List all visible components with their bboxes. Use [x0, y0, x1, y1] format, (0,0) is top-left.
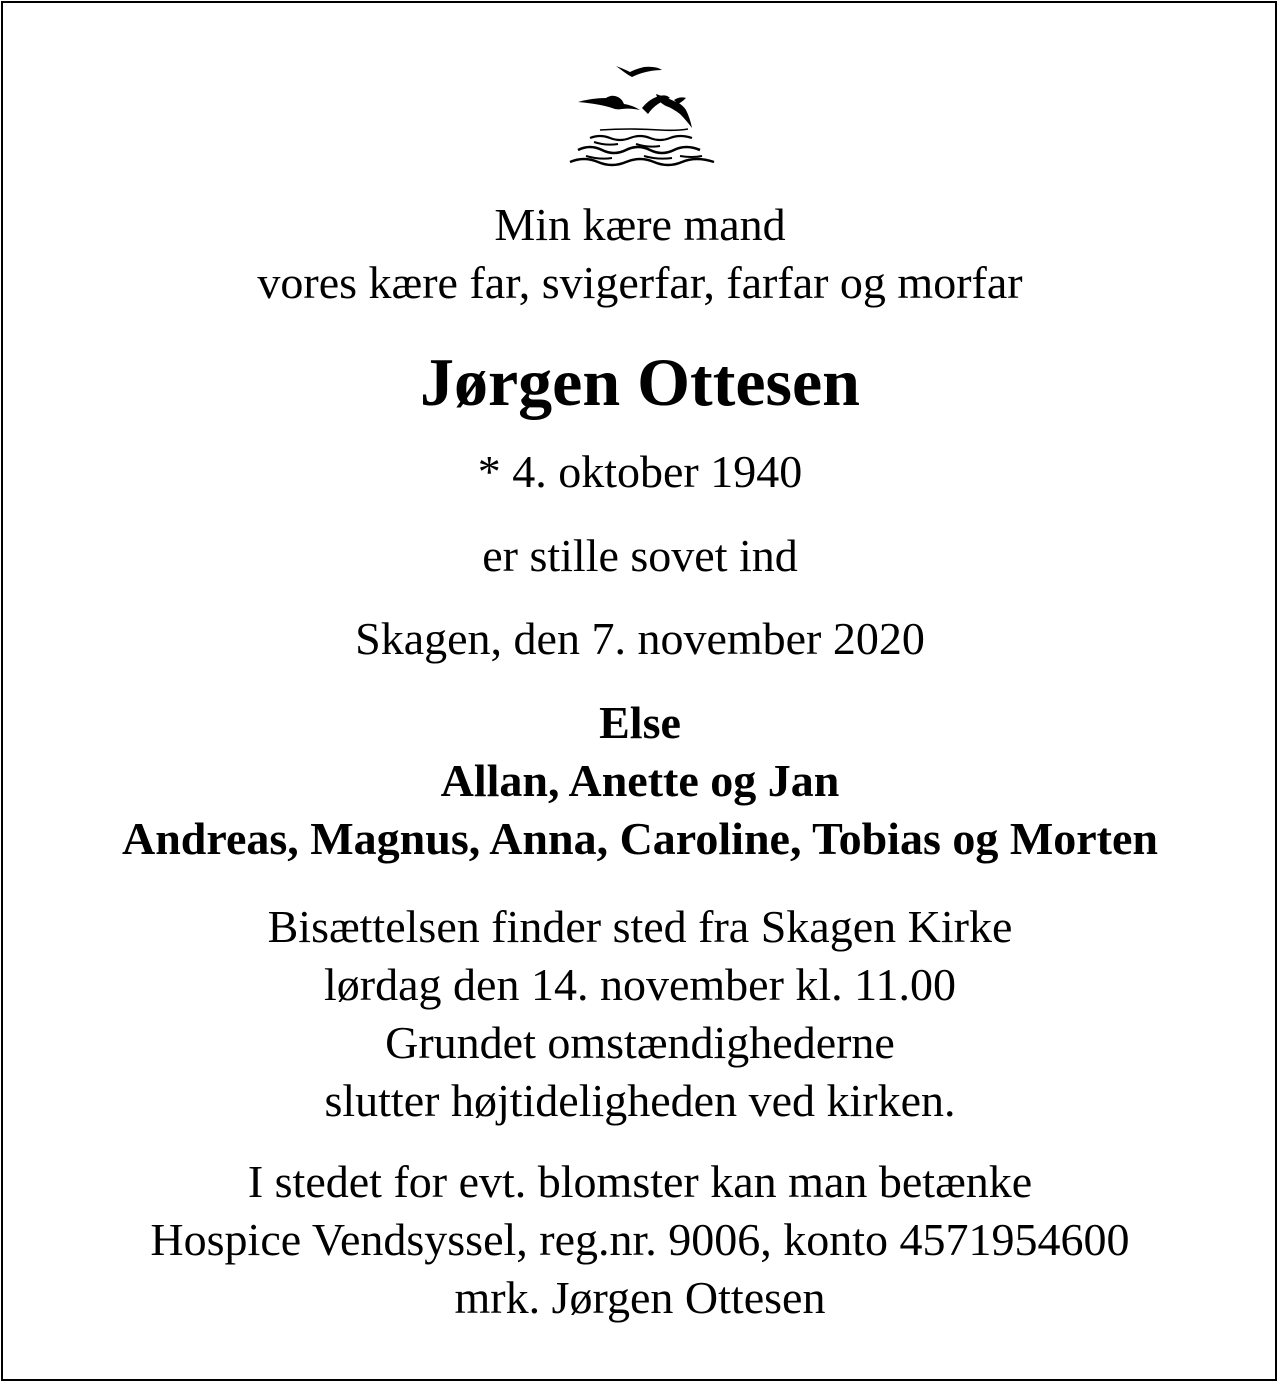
family-children: Allan, Anette og Jan [440, 755, 840, 806]
place-date: Skagen, den 7. november 2020 [355, 613, 925, 664]
funeral-line-1: Bisættelsen finder sted fra Skagen Kirke [267, 901, 1013, 952]
donation-line-2: Hospice Vendsyssel, reg.nr. 9006, konto 4571954600 [150, 1214, 1130, 1265]
intro-line-2: vores kære far, svigerfar, farfar og morfar [257, 257, 1023, 308]
deceased-name: Jørgen Ottesen [419, 344, 860, 420]
funeral-line-2: lørdag den 14. november kl. 11.00 [324, 959, 956, 1010]
family-grandchildren: Andreas, Magnus, Anna, Caroline, Tobias og Morten [121, 813, 1159, 864]
family-spouse: Else [599, 697, 681, 748]
donation-line-1: I stedet for evt. blomster kan man betænke [247, 1156, 1033, 1207]
funeral-line-3: Grundet omstændighederne [385, 1017, 895, 1068]
birth-date: * 4. oktober 1940 [477, 446, 803, 497]
donation-line-3: mrk. Jørgen Ottesen [454, 1272, 826, 1323]
funeral-line-4: slutter højtideligheden ved kirken. [324, 1075, 956, 1126]
intro-line-1: Min kære mand [494, 199, 786, 250]
seagulls-over-sea-icon [560, 58, 722, 173]
passed-line: er stille sovet ind [482, 530, 798, 581]
